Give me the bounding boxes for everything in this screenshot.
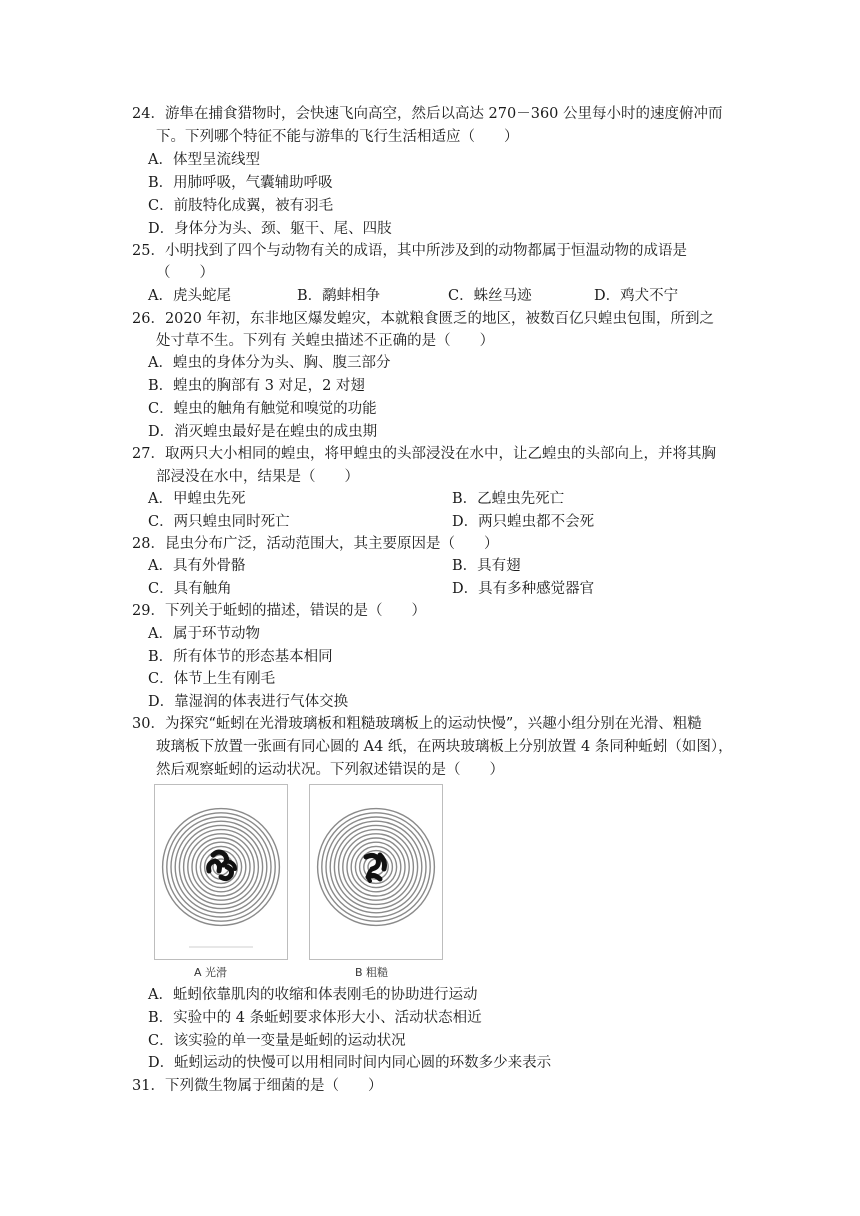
q26-stem-line1: 26．2020 年初，东非地区爆发蝗灾，本就粮食匮乏的地区，被数百亿只蝗虫包围，所到之: [132, 311, 714, 327]
q27-option-d: D．两只蝗虫都不会死: [452, 514, 595, 530]
q24-option-b: B．用肺呼吸，气囊辅助呼吸: [148, 175, 333, 191]
figure-a-drawing: [155, 785, 287, 959]
q27-stem-line2: 部浸没在水中，结果是（ ）: [156, 469, 359, 485]
figure-b-caption: B 粗糙: [355, 966, 389, 979]
figure-a-smooth-glass: [154, 784, 288, 960]
q28-stem-line1: 28．昆虫分布广泛，活动范围大，其主要原因是（ ）: [132, 536, 499, 552]
q24-option-d: D．身体分为头、颈、躯干、尾、四肢: [148, 221, 392, 237]
q27-option-c: C．两只蝗虫同时死亡: [148, 514, 290, 530]
figure-b-rough-glass: [309, 784, 443, 960]
q30-option-c: C．该实验的单一变量是蚯蚓的运动状况: [148, 1033, 406, 1049]
q30-option-d: D．蚯蚓运动的快慢可以用相同时间内同心圆的环数多少来表示: [148, 1055, 552, 1071]
q27-stem-line1: 27．取两只大小相同的蝗虫，将甲蝗虫的头部浸没在水中，让乙蝗虫的头部向上，并将其胸: [132, 446, 716, 462]
q29-stem-line1: 29．下列关于蚯蚓的描述，错误的是（ ）: [132, 603, 426, 619]
q25-option-d: D．鸡犬不宁: [594, 288, 679, 304]
q30-stem-line3: 然后观察蚯蚓的运动状况。下列叙述错误的是（ ）: [156, 762, 504, 778]
q28-option-c: C．具有触角: [148, 581, 232, 597]
figure-a-caption: A 光滑: [194, 966, 228, 979]
q29-option-b: B．所有体节的形态基本相同: [148, 649, 333, 665]
q25-option-a: A．虎头蛇尾: [148, 288, 231, 304]
q26-option-b: B．蝗虫的胸部有 3 对足，2 对翅: [148, 378, 365, 394]
q25-option-c: C．蛛丝马迹: [448, 288, 532, 304]
q26-option-a: A．蝗虫的身体分为头、胸、腹三部分: [148, 355, 391, 371]
q26-option-d: D．消灭蝗虫最好是在蝗虫的成虫期: [148, 424, 378, 440]
q25-stem-line1: 25．小明找到了四个与动物有关的成语，其中所涉及到的动物都属于恒温动物的成语是: [132, 243, 687, 259]
q24-stem-line1: 24．游隼在捕食猎物时，会快速飞向高空，然后以高达 270－360 公里每小时的速度俯冲而: [132, 106, 723, 122]
q24-option-c: C．前肢特化成翼，被有羽毛: [148, 198, 334, 214]
q29-option-c: C．体节上生有刚毛: [148, 671, 276, 687]
figure-b-drawing: [310, 785, 442, 959]
q30-stem-line2: 玻璃板下放置一张画有同心圆的 A4 纸，在两块玻璃板上分别放置 4 条同种蚯蚓（如图），: [156, 739, 733, 755]
q31-stem-line1: 31．下列微生物属于细菌的是（ ）: [132, 1078, 383, 1094]
q24-option-a: A．体型呈流线型: [148, 152, 260, 168]
q26-stem-line2: 处寸草不生。下列有 关蝗虫描述不正确的是（ ）: [156, 333, 495, 349]
q29-option-a: A．属于环节动物: [148, 626, 260, 642]
q25-stem-line2: （ ）: [156, 265, 214, 281]
q24-stem-line2: 下。下列哪个特征不能与游隼的飞行生活相适应（ ）: [156, 129, 519, 145]
q28-option-a: A．具有外骨骼: [148, 558, 246, 574]
q27-option-b: B．乙蝗虫先死亡: [452, 491, 565, 507]
q28-option-d: D．具有多种感觉器官: [452, 581, 595, 597]
q30-option-b: B．实验中的 4 条蚯蚓要求体形大小、活动状态相近: [148, 1010, 482, 1026]
q25-option-b: B．鹬蚌相争: [297, 288, 381, 304]
q29-option-d: D．靠湿润的体表进行气体交换: [148, 694, 349, 710]
q30-stem-line1: 30．为探究“蚯蚓在光滑玻璃板和粗糙玻璃板上的运动快慢”，兴趣小组分别在光滑、粗糙: [132, 716, 702, 732]
q30-option-a: A．蚯蚓依靠肌肉的收缩和体表刚毛的协助进行运动: [148, 987, 478, 1003]
q27-option-a: A．甲蝗虫先死: [148, 491, 246, 507]
q28-option-b: B．具有翅: [452, 558, 521, 574]
q26-option-c: C．蝗虫的触角有触觉和嗅觉的功能: [148, 401, 377, 417]
